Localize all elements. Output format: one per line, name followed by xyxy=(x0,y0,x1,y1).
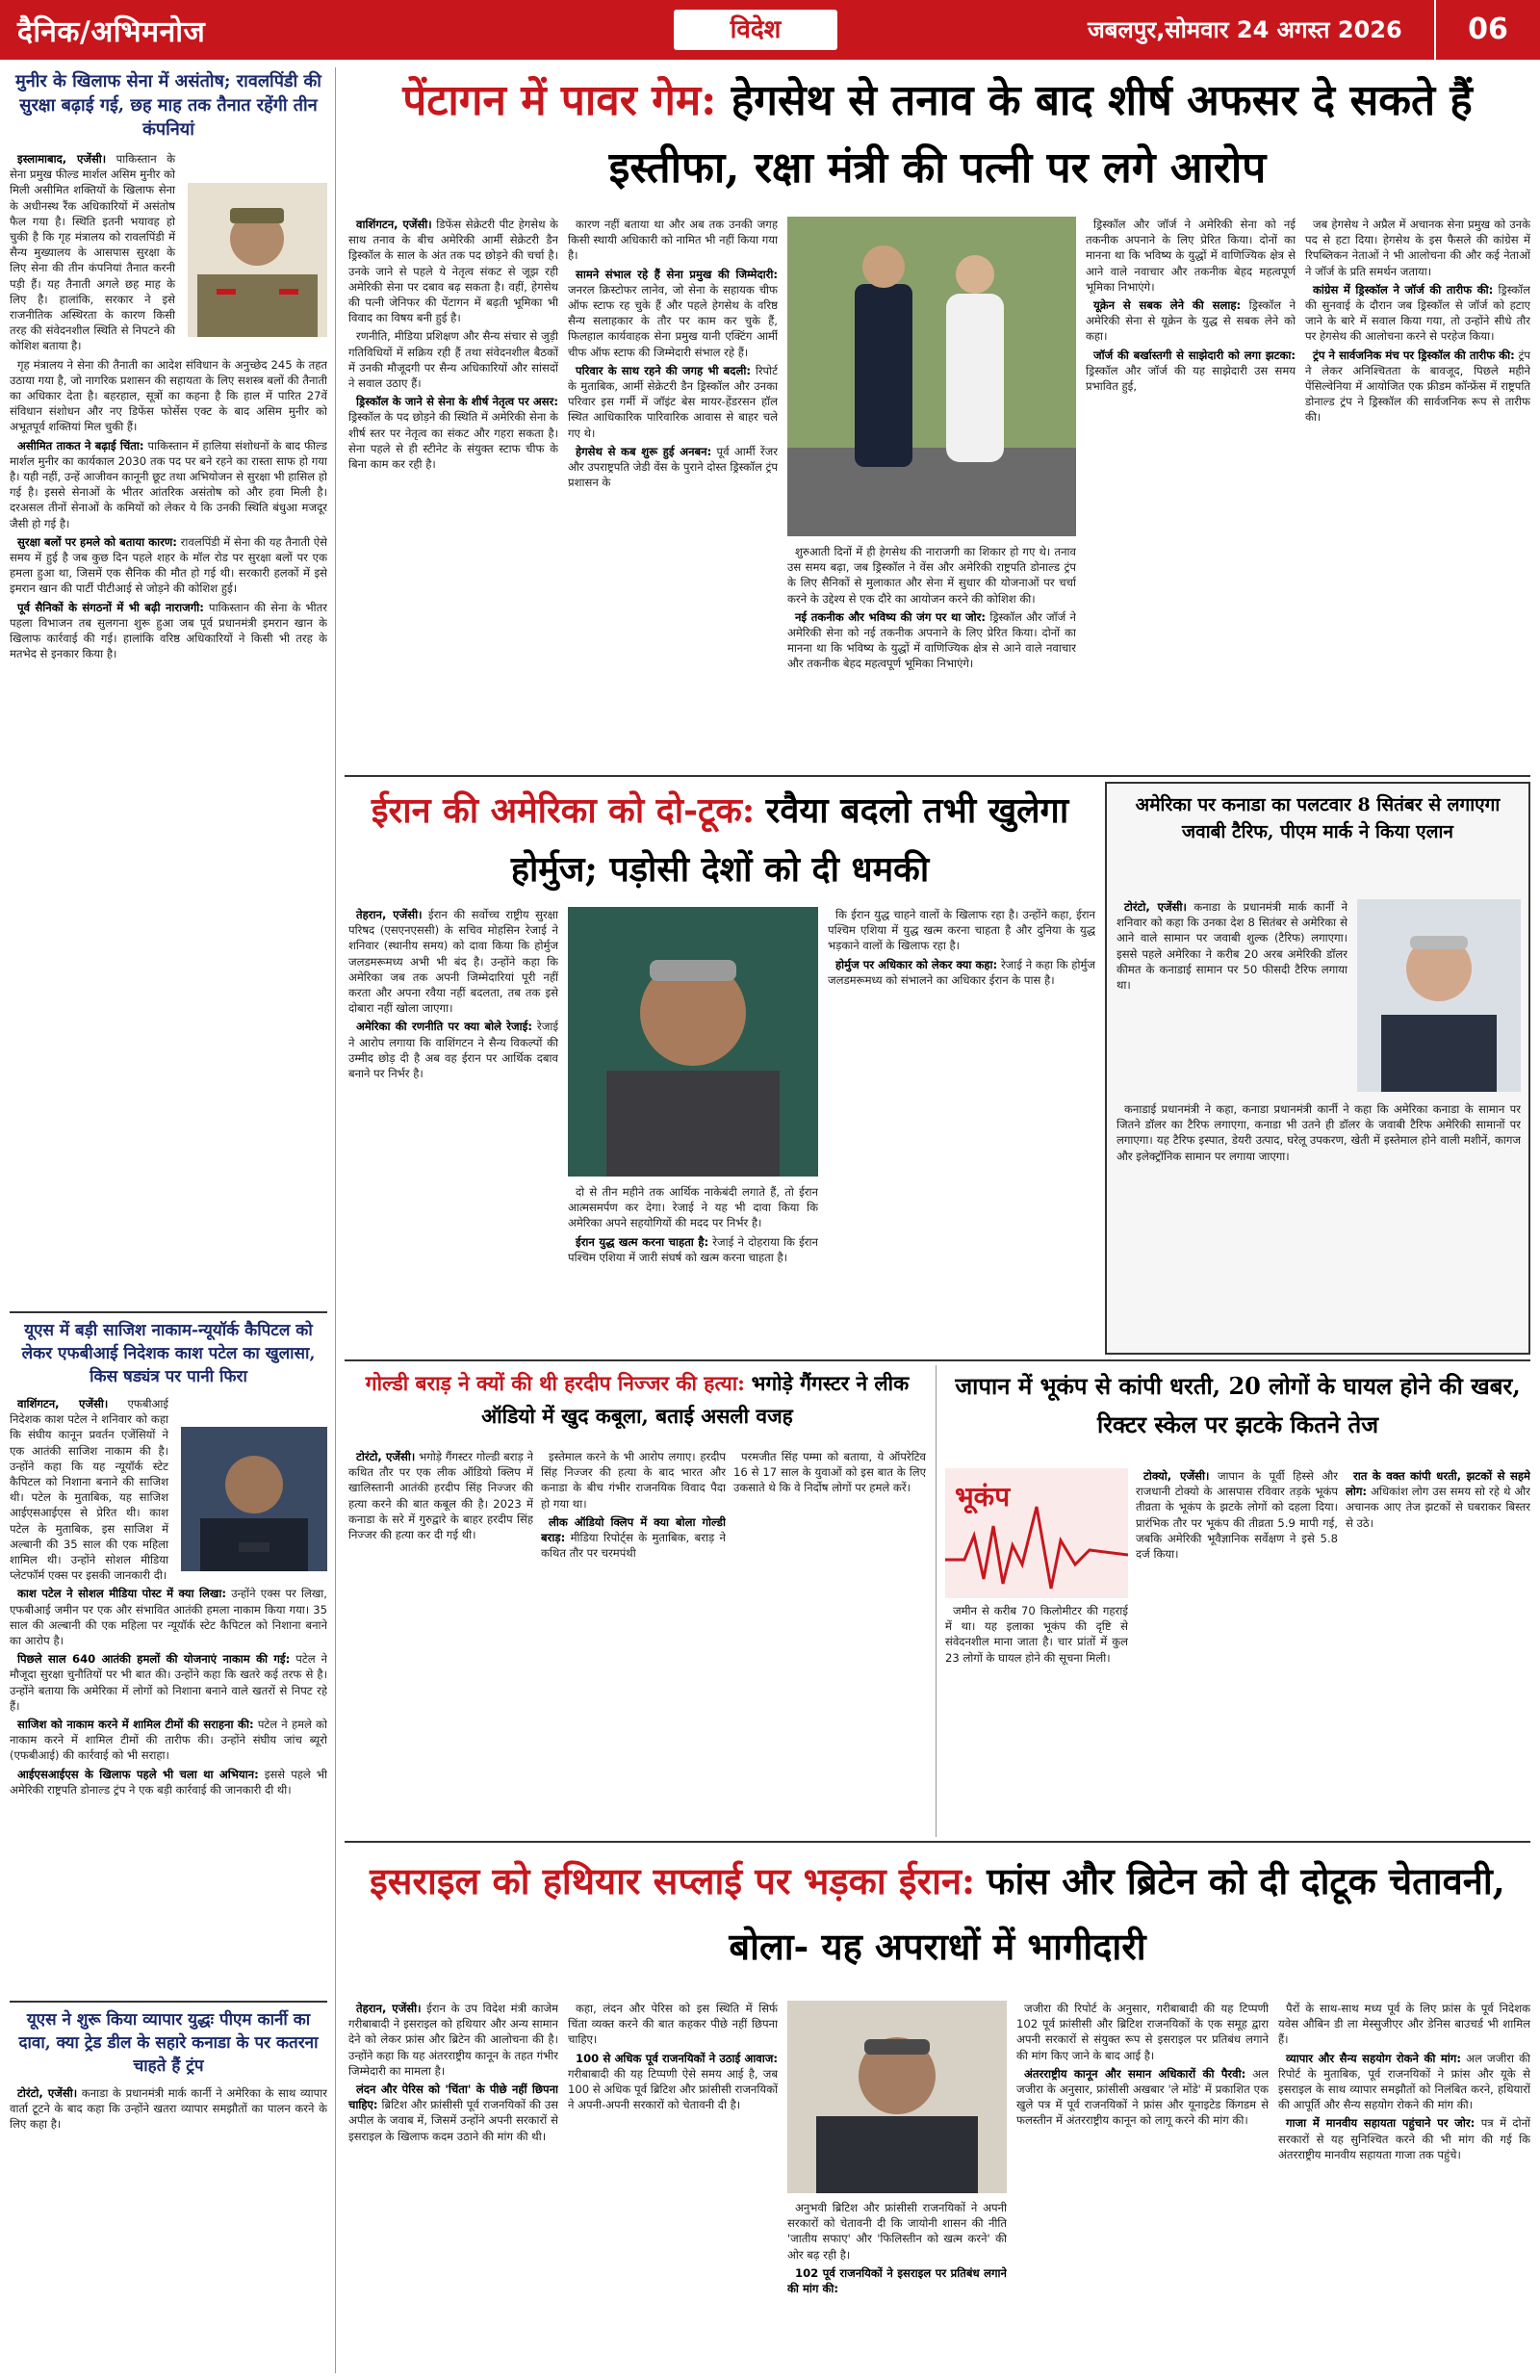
lead-col-3: शुरुआती दिनों में ही हेगसेथ की नाराजगी का शिकार हो गए थे। तनाव उस समय बढ़ा, जब ड्रिस्कॉल ने वेंस और अमेरिकी राष्ट्रपति डोनाल्ड ट्रंप के लिए सैनिकों से मुलाकात और सेना में सुधार की योजनाओं पर चर्चा करने के उद्देश्य से एक दौरे का आयोजन करने की कोशिश की। नई तकनीक और भविष्य की जंग पर था जोर: ड्रिस्कॉल और जॉर्ज ने अमेरिकी सेना को नई तकनीक अपनाने के लिए प्रेरित किया। दोनों का मानना था कि भविष्य के युद्धों में वाणिज्यिक क्षेत्र से आने वाले नवाचार और तकनीक बेहद महत्वपूर्ण भूमिका निभाएंगे। xyxy=(787,545,1076,671)
nijjar-headline-main: भगोड़े गैंगस्टर ने लीक ऑडियो में खुद कबूला, बताई असली वजह xyxy=(481,1371,910,1428)
lead-headline-kicker: पेंटागन में पावर गेम: xyxy=(402,76,717,125)
israel-col-5: पैरों के साथ-साथ मध्य पूर्व के लिए फ्रांस के पूर्व निदेशक यवेस औबिन डी ला मेस्सुजीएर और डेनिस बाउचर्ड भी शामिल हैं। व्यापार और सैन्य सहयोग रोकने की मांग: अल जजीरा की रिपोर्ट के मुताबिक, पूर्व राजनयिकों ने फ्रांस और यूके से इसराइल के साथ व्यापार समझौतों को निलंबित करने, हथियारों की आपूर्ति और सैन्य सहयोग रोकने की मांग की। गाजा में मानवीय सहायता पहुंचाने पर जोर: पत्र में दोनों सरकारों से यह सुनिश्चित करने की भी मांग की गई कि अंतरराष्ट्रीय मानवीय सहायता गाजा तक पहुंचे। xyxy=(1278,2002,1530,2161)
israel-col-2: कहा, लंदन और पेरिस को इस स्थिति में सिर्फ चिंता व्यक्त करने की बात कहकर पीछे नहीं छिपना चाहिए। 100 से अधिक पूर्व राजनयिकों ने उठाई आवाज: गरीबाबादी की यह टिप्पणी ऐसे समय आई है, जब 100 से अधिक पूर्व ब्रिटिश और फ्रांसीसी राजनयिकों ने अपनी-अपनी सरकारों को चेतावनी दी है। xyxy=(568,2002,778,2112)
israel-col-4: जजीरा की रिपोर्ट के अनुसार, गरीबाबादी की यह टिप्पणी 102 पूर्व फ्रांसीसी और ब्रिटिश राजनयिकों के एक समूह द्वारा अपनी सरकारों से संयुक्त रूप से इसराइल पर प्रतिबंध लगाने की मांग किए जाने के बाद आई है। अंतरराष्ट्रीय कानून और समान अधिकारों की पैरवी: अल जजीरा के अनुसार, फ्रांसीसी अखबार 'ले मोंडे' में प्रकाशित एक खुले पत्र में पूर्व राजनयिकों ने फ्रांस और यूनाइटेड किंगडम से फलस्तीन में अंतरराष्ट्रीय कानून को लागू करने की मांग की। xyxy=(1016,2002,1269,2128)
lead-col-4: ड्रिस्कॉल और जॉर्ज ने अमेरिकी सेना को नई तकनीक अपनाने के लिए प्रेरित किया। दोनों का मानना था कि भविष्य के युद्धों में वाणिज्यिक क्षेत्र से आने वाले नवाचार और तकनीक बेहद महत्वपूर्ण भूमिका निभाएंगे। यूक्रेन से सबक लेने की सलाह: ड्रिस्कॉल ने अमेरिकी सेना से यूक्रेन के युद्ध से सबक लेने को कहा। जॉर्ज की बर्खास्तगी से साझेदारी को लगा झटका: ड्रिस्कॉल और जॉर्ज की यह साझेदारी उस समय प्रभावित हुई, xyxy=(1086,218,1296,394)
nijjar-headline-kicker: गोल्डी बराड़ ने क्यों की थी हरदीप निज्जर की हत्या: xyxy=(365,1371,745,1395)
prime-minister-portrait-icon xyxy=(1357,899,1521,1092)
quake-col-0: जमीन से करीब 70 किलोमीटर की गहराई में था। यह इलाका भूकंप की दृष्टि से संवेदनशील माना जाता है। चार प्रांतों में कुल 23 लोगों के घायल होने की सूचना मिली। xyxy=(945,1604,1128,1665)
israel-headline-kicker: इसराइल को हथियार सप्लाई पर भड़का ईरान: xyxy=(370,1859,976,1902)
column-divider xyxy=(936,1365,937,1837)
speaker-portrait-icon xyxy=(181,1427,327,1571)
quake-badge: भूकंप xyxy=(955,1481,1011,1513)
couple-walking-icon xyxy=(787,217,1076,536)
hegseth-photo xyxy=(787,217,1076,536)
divider xyxy=(345,1359,1530,1361)
iran-col-1: तेहरान, एजेंसी। ईरान की सर्वोच्च राष्ट्रीय सुरक्षा परिषद (एसएनएससी) के सचिव मोहसिन रेजाई ने शनिवार (स्थानीय समय) को दावा किया कि होर्मुज जलडमरूमध्य अभी भी बंद है। उन्होंने कहा कि अमेरिका जब तक अपनी जिम्मेदारियां पूरी नहीं करता और अपना रवैया नहीं बदलता, तब तक इसे दोबारा नहीं खोला जाएगा। अमेरिका की रणनीति पर क्या बोले रेजाई: रेजाई ने आरोप लगाया कि वाशिंगटन ने सैन्य विकल्पों की उम्मीद छोड़ दी है अब वह ईरान पर आर्थिक दबाव बनाने पर निर्भर है। xyxy=(348,908,558,1081)
masthead xyxy=(0,0,1540,60)
nijjar-col-2: इस्तेमाल करने के भी आरोप लगाए। हरदीप सिंह निज्जर की हत्या के बाद भारत और कनाडा के बीच गंभीर राजनयिक विवाद पैदा हो गया था। लीक ऑडियो क्लिप में क्या बोला गोल्डी बराड़: मीडिया रिपोर्ट्स के मुताबिक, बराड़ ने कथित तौर पर चरमपंथी xyxy=(541,1450,726,1561)
official-portrait-icon xyxy=(568,907,818,1177)
article-munir xyxy=(10,69,327,1311)
iran-col-3: कि ईरान युद्ध चाहने वालों के खिलाफ रहा है। उन्होंने कहा, ईरान पश्चिम एशिया में युद्ध खत्म करना चाहता है और दुनिया के युद्ध भड़काने वालों के खिलाफ रहा है। होर्मुज पर अधिकार को लेकर क्या कहा: रेजाई ने कहा कि होर्मुज जलडमरूमध्य को संभालने का अधिकार ईरान के पास है। xyxy=(828,908,1095,987)
gharibabadi-photo xyxy=(787,2001,1007,2193)
officer-portrait-icon xyxy=(188,183,327,337)
issue-date: जबलपुर,सोमवार 24 अगस्त 2026 xyxy=(1088,16,1402,43)
iran-headline-kicker: ईरान की अमेरिका को दो-टूक: xyxy=(371,790,756,831)
article-trade-war xyxy=(10,2008,327,2374)
dateline: इस्लामाबाद, एजेंसी। xyxy=(17,152,107,166)
article-headline: मुनीर के खिलाफ सेना में असंतोष; रावलपिंडी की सुरक्षा बढ़ाई गई, छह माह तक तैनात रहेंगी तीन कंपनियां xyxy=(15,71,321,140)
rezaei-photo xyxy=(568,907,818,1177)
diplomat-portrait-icon xyxy=(787,2001,1007,2193)
kash-patel-photo xyxy=(181,1427,327,1571)
canada-body-top: टोरंटो, एजेंसी। कनाडा के प्रधानमंत्री मार्क कार्नी ने शनिवार को कहा कि उनका देश 8 सितंबर से अमेरिका से आने वाले सामान पर जवाबी शुल्क (टैरिफ) लगाएगा। इससे पहले अमेरिका ने करीब 20 अरब अमेरिकी डॉलर कीमत के कनाडाई सामान पर 50 फीसदी टैरिफ लगाया था। xyxy=(1116,900,1348,993)
quake-col-2: रात के वक्त कांपी धरती, झटकों से सहमे लोग: अधिकांश लोग उस समय सो रहे थे और अचानक आए तेज झटकों से घबराकर बिस्तर से उठे। xyxy=(1346,1469,1530,1530)
iran-col-2: दो से तीन महीने तक आर्थिक नाकेबंदी लगाते हैं, तो ईरान आत्मसमर्पण कर देगा। रेजाई ने यह भी दावा किया कि अमेरिका अपने सहयोगियों की मदद पर निर्भर है। ईरान युद्ध खत्म करना चाहता है: रेजाई ने दोहराया कि ईरान पश्चिम एशिया में जारी संघर्ष को खत्म करना चाहता है। xyxy=(568,1185,818,1264)
section-label: विदेश xyxy=(674,10,837,50)
article-headline: यूएस में बड़ी साजिश नाकाम-न्यूयॉर्क कैपिटल को लेकर एफबीआई निदेशक काश पटेल का खुलासा, किस षड्यंत्र पर पानी फिरा xyxy=(21,1321,316,1386)
article-kash-patel xyxy=(10,1319,327,1998)
iran-headline xyxy=(345,782,1095,907)
quake-headline: जापान में भूकंप से कांपी धरती, 20 लोगों के घायल होने की खबर, रिक्टर स्केल पर झटके कितने तेज xyxy=(955,1372,1521,1438)
iran-headline-main: रवैया बदलो तभी खुलेगा होर्मुज; पड़ोसी देशों को दी धमकी xyxy=(510,790,1069,890)
article-headline: यूएस ने शुरू किया व्यापार युद्धः पीएम कार्नी का दावा, क्या ट्रेड डील के सहारे कनाडा के पर कतरना चाहते हैं ट्रंप xyxy=(18,2010,319,2076)
newspaper-logo: दैनिक/अभिमनोज xyxy=(17,14,206,49)
nijjar-col-1: टोरंटो, एजेंसी। भगोड़े गैंगस्टर गोल्डी बराड़ ने कथित तौर पर एक लीक ऑडियो क्लिप में खालिस्तानी आतंकी हरदीप सिंह निज्जर की हत्या करने की बात कबूल की है। 2023 में कनाडा के सरे में गुरुद्वारे के बाहर हरदीप सिंह निज्जर की हत्या कर दी गई थी। xyxy=(348,1450,533,1542)
canada-headline: अमेरिका पर कनाडा का पलटवार 8 सितंबर से लगाएगा जवाबी टैरिफ, पीएम मार्क ने किया एलान xyxy=(1135,794,1501,842)
israel-col-3: अनुभवी ब्रिटिश और फ्रांसीसी राजनयिकों ने अपनी सरकारों को चेतावनी दी कि जायोनी शासन की नीति 'जातीय सफाए' और 'फिलिस्तीन को खत्म करने' की ओर बढ़ रही है। 102 पूर्व राजनयिकों ने इसराइल पर प्रतिबंध लगाने की मांग की: xyxy=(787,2201,1007,2296)
israel-headline xyxy=(345,1849,1530,1993)
divider xyxy=(10,1311,327,1313)
lead-headline xyxy=(345,67,1530,212)
lead-col-2: कारण नहीं बताया था और अब तक उनकी जगह किसी स्थायी अधिकारी को नामित भी नहीं किया गया है। सामने संभाल रहे हैं सेना प्रमुख की जिम्मेदारी: जनरल क्रिस्टोफर लानेव, जो सेना के सहायक चीफ ऑफ स्टाफ रह चुके हैं और पहले हेगसेथ के वरिष्ठ सैन्य सलाहकार के तौर पर काम कर चुके हैं, फिलहाल कार्यवाहक सेना प्रमुख यानी एक्टिंग आर्मी चीफ ऑफ स्टाफ की जिम्मेदारी संभाल रहे हैं। परिवार के साथ रहने की जगह भी बदली: रिपोर्ट के मुताबिक, आर्मी सेक्रेटरी डैन ड्रिस्कॉल और उनका परिवार इस गर्मी में जॉइंट बेस मायर-हेंडरसन हॉल स्थित आधिकारिक पारिवारिक आवास से बाहर चले गए थे। हेगसेथ से कब शुरू हुई अनबन: पूर्व आर्मी रेंजर और उपराष्ट्रपति जेडी वेंस के पुराने दोस्त ड्रिस्कॉल ट्रंप प्रशासन के xyxy=(568,218,778,490)
article-body: इस्लामाबाद, एजेंसी। पाकिस्तान के सेना प्रमुख फील्ड मार्शल असिम मुनीर को मिली असीमित शक्तियों के खिलाफ सेना के अधीनस्थ रैंक अधिकारियों में असंतोष फैल गया है। स्थिति इतनी भयावह हो चुकी है कि गृह मंत्रालय को रावलपिंडी में सैन्य मुख्यालय के आसपास सुरक्षा के लिए सेना की तीन कंपनियां तैनात करनी पड़ी हैं। यह तैनाती अगले छह माह के लिए है। हालांकि, सरकार ने इसे राजनीतिक अस्थिरता के कारण किसी तरह की संवेदनशील स्थिति से निपटने की कोशिश बताया है। गृह मंत्रालय ने सेना की तैनाती का आदेश संविधान के अनुच्छेद 245 के तहत उठाया गया है, जो नागरिक प्रशासन की सहायता के लिए सशस्त्र बलों की तैनाती का अधिकार देता है। बहरहाल, सूत्रों का कहना है कि हाल में पारित 27वें संविधान संशोधन और नए डिफेंस फोर्सेस एक्ट के बाद असिम मुनीर को अभूतपूर्व शक्तियां मिल चुकी हैं। असीमित ताकत ने बढ़ाई चिंता: पाकिस्तान में हालिया संशोधनों के बाद फील्ड मार्शल मुनीर का कार्यकाल 2030 तक पद पर बने रहने का रास्ता साफ हो गया है। यही नहीं, उन्हें आजीवन कानूनी छूट तथा अभियोजन से सुरक्षा भी हासिल हो गई है। इससे सेनाओं के भीतर आंतरिक असंतोष को और हवा मिली है। दरअसल तीनों सेनाओं के कमियों को लेकर ये कि उनकी स्थिति बंधुआ मजदूर जैसी हो गई है। सुरक्षा बलों पर हमले को बताया कारण: रावलपिंडी में सेना की यह तैनाती ऐसे समय में हुई है जब कुछ दिन पहले शहर के मॉल रोड पर सुरक्षा बलों पर एक हमला हुआ था, जिसमें एक सैनिक की मौत हो गई थी। सरकारी हलकों में इसे इमरान खान की पार्टी पीटीआई से जोड़ने की कोशिश हुई। पूर्व सैनिकों के संगठनों में भी बढ़ी नाराजगी: पाकिस्तान की सेना के भीतर पहला विभाजन तब सुलगना शुरू हुआ जब पूर्व प्रधानमंत्री इमरान खान के खिलाफ कार्रवाई की गई। हालांकि वरिष्ठ अधिकारियों ने किसी भी तरह के मतभेद से इनकार किया है। xyxy=(10,152,327,661)
article-body: वाशिंगटन, एजेंसी। एफबीआई निदेशक काश पटेल ने शनिवार को कहा कि संघीय कानून प्रवर्तन एजेंसियों ने एक आतंकी साजिश नाकाम की है। उन्होंने कहा कि यह न्यूयॉर्क स्टेट कैपिटल को निशाना बनाने की साजिश थी। पटेल के मुताबिक, यह साजिश आईएसआईएस से प्रेरित थी। काश पटेल के मुताबिक, इस साजिश में अल्बानी की 35 साल की एक महिला शामिल थी। उन्होंने सोशल मीडिया प्लेटफॉर्म एक्स पर इसकी जानकारी दी। काश पटेल ने सोशल मीडिया पोस्ट में क्या लिखा: उन्होंने एक्स पर लिखा, एफबीआई जमीन पर एक और संभावित आतंकी हमला नाकाम किया गया। 35 साल की अल्बानी की एक महिला पर न्यूयॉर्क स्टेट कैपिटल को निशाना बनाने का आरोप है। पिछले साल 640 आतंकी हमलों की योजनाएं नाकाम की गई: पटेल ने मौजूदा सुरक्षा चुनौतियों पर भी बात की। उन्होंने कहा कि खतरे कई तरफ से है। उन्होंने बताया कि अमेरिका में लोगों को निशाना बनाने वाले खतरों से निपट रहे हैं। साजिश को नाकाम करने में शामिल टीमों की सराहना की: पटेल ने हमले को नाकाम करने में शामिल टीमों की तारीफ की। उन्होंने संघीय जांच ब्यूरो (एफबीआई) की कार्रवाई को भी सराहा। आईएसआईएस के खिलाफ पहले भी चला था अभियान: इससे पहले भी अमेरिकी राष्ट्रपति डोनाल्ड ट्रंप ने एक बड़ी कार्रवाई की जानकारी दी थी। xyxy=(10,1397,327,1797)
nijjar-headline xyxy=(348,1367,926,1444)
nijjar-col-3: परमजीत सिंह पम्मा को बताया, ये ऑपरेटिव 16 से 17 साल के युवाओं को इस बात के लिए उकसाते थे कि वे निर्दोष लोगों पर हमले करें। xyxy=(733,1450,926,1495)
lead-headline-main: हेगसेथ से तनाव के बाद शीर्ष अफसर दे सकते हैं इस्तीफा, रक्षा मंत्री की पत्नी पर लगे आरोप xyxy=(608,76,1473,193)
lead-col-1: वाशिंगटन, एजेंसी। डिफेंस सेक्रेटरी पीट हेगसेथ के साथ तनाव के बीच अमेरिकी आर्मी सेक्रेटरी डैन ड्रिस्कॉल के साल के अंत तक पद छोड़ने की चर्चा है। उनके जाने से पहले ये नेतृत्व संकट से जूझ रही अमेरिकी सेना पर दबाव बढ़ सकता है। वहीं, हेगसेथ की पत्नी जेनिफर की पेंटागन में बढ़ती भूमिका भी विवाद का विषय बनी हुई है। रणनीति, मीडिया प्रशिक्षण और सैन्य संचार से जुड़ी गतिविधियों में सक्रिय रही हैं तथा संवेदनशील बैठकों में उनकी मौजूदगी पर सैन्य अधिकारियों और सांसदों ने सवाल उठाए हैं। ड्रिस्कॉल के जाने से सेना के शीर्ष नेतृत्व पर असर: ड्रिस्कॉल के पद छोड़ने की स्थिति में अमेरिकी सेना के शीर्ष स्तर पर नेतृत्व का संकट और गहरा सकता है। सेना पहले से ही स्टीनेट के संयुक्त स्टाफ चीफ के बिना काम कर रही है। xyxy=(348,218,558,472)
page-number: 06 xyxy=(1434,0,1540,60)
lead-col-5: जब हेगसेथ ने अप्रैल में अचानक सेना प्रमुख को उनके पद से हटा दिया। हेगसेथ के इस फैसले की कांग्रेस में रिपब्लिकन नेताओं ने भी आलोचना की और कई नेताओं ने जॉर्ज के प्रति समर्थन जताया। कांग्रेस में ड्रिस्कॉल ने जॉर्ज की तारीफ की: ड्रिस्कॉल की सुनवाई के दौरान जब ड्रिस्कॉल से जॉर्ज को हटाए जाने के बारे में सवाल किया गया, तो उन्होंने सीधे तौर पर हेगसेथ की आलोचना करने से परहेज किया। ट्रंप ने सार्वजनिक मंच पर ड्रिस्कॉल की तारीफ की: ट्रंप ने लेकर अनिश्चितता के बावजूद, पिछले महीने पेंसिल्वेनिया में आयोजित एक फ्रीडम कॉन्फ्रेंस में राष्ट्रपति डोनाल्ड ट्रंप ने ड्रिस्कॉल की सार्वजनिक रूप से तारीफ की। xyxy=(1305,218,1530,425)
quake-graphic xyxy=(945,1468,1128,1598)
column-divider xyxy=(335,67,336,2373)
canada-body-bottom: कनाडाई प्रधानमंत्री ने कहा, कनाडा प्रधानमंत्री कार्नी ने कहा कि अमेरिका कनाडा के सामान पर जितने डॉलर का टैरिफ लगाएगा, कनाडा भी उतने ही डॉलर के जवाबी टैरिफ अमेरिकी सामानों पर लगाएगा। यह टैरिफ इस्पात, डेयरी उत्पाद, घरेलू उपकरण, खेती में इस्तेमाल होने वाली मशीनें, कागज और इलेक्ट्रॉनिक सामान पर लगाया जाएगा। xyxy=(1116,1102,1521,1163)
munir-photo xyxy=(188,183,327,337)
article-body: टोरंटो, एजेंसी। कनाडा के प्रधानमंत्री मार्क कार्नी ने अमेरिका के साथ व्यापार वार्ता टूटने के बाद कहा कि उन्होंने खतरा व्यापार समझौतों का पालन करने के लिए कहा है। xyxy=(10,2086,327,2132)
carney-photo xyxy=(1357,899,1521,1092)
quake-col-1: टोक्यो, एजेंसी। जापान के पूर्वी हिस्से और राजधानी टोक्यो के आसपास रविवार तड़के भूकंप तीव्रता के भूकंप के झटके लोगों को दहला दिया। प्रारंभिक तौर पर भूकंप की तीव्रता 5.9 मापी गई, जबकि अमेरिकी भूवैज्ञानिक सर्वेक्षण ने इसे 5.8 दर्ज किया। xyxy=(1136,1469,1338,1562)
israel-headline-main: फांस और ब्रिटेन को दी दोटूक चेतावनी, बोला- यह अपराधों में भागीदारी xyxy=(729,1859,1505,1968)
divider xyxy=(345,775,1530,777)
divider xyxy=(345,1841,1530,1843)
israel-col-1: तेहरान, एजेंसी। ईरान के उप विदेश मंत्री काजेम गरीबाबादी ने इसराइल को हथियार और अन्य सामान देने को लेकर फ्रांस और ब्रिटेन की आलोचना की है। उन्होंने कहा कि यह अंतरराष्ट्रीय कानून के तहत गंभीर जिम्मेदारी का मामला है। लंदन और पेरिस को 'चिंता' के पीछे नहीं छिपना चाहिए: ब्रिटिश और फ्रांसीसी पूर्व राजनयिकों की उस अपील के जवाब में, जिसमें उन्होंने अपनी सरकारों से इसराइल के खिलाफ कदम उठाने की मांग की थी। xyxy=(348,2002,558,2143)
canada-box xyxy=(1105,782,1530,1355)
divider xyxy=(10,2001,327,2003)
